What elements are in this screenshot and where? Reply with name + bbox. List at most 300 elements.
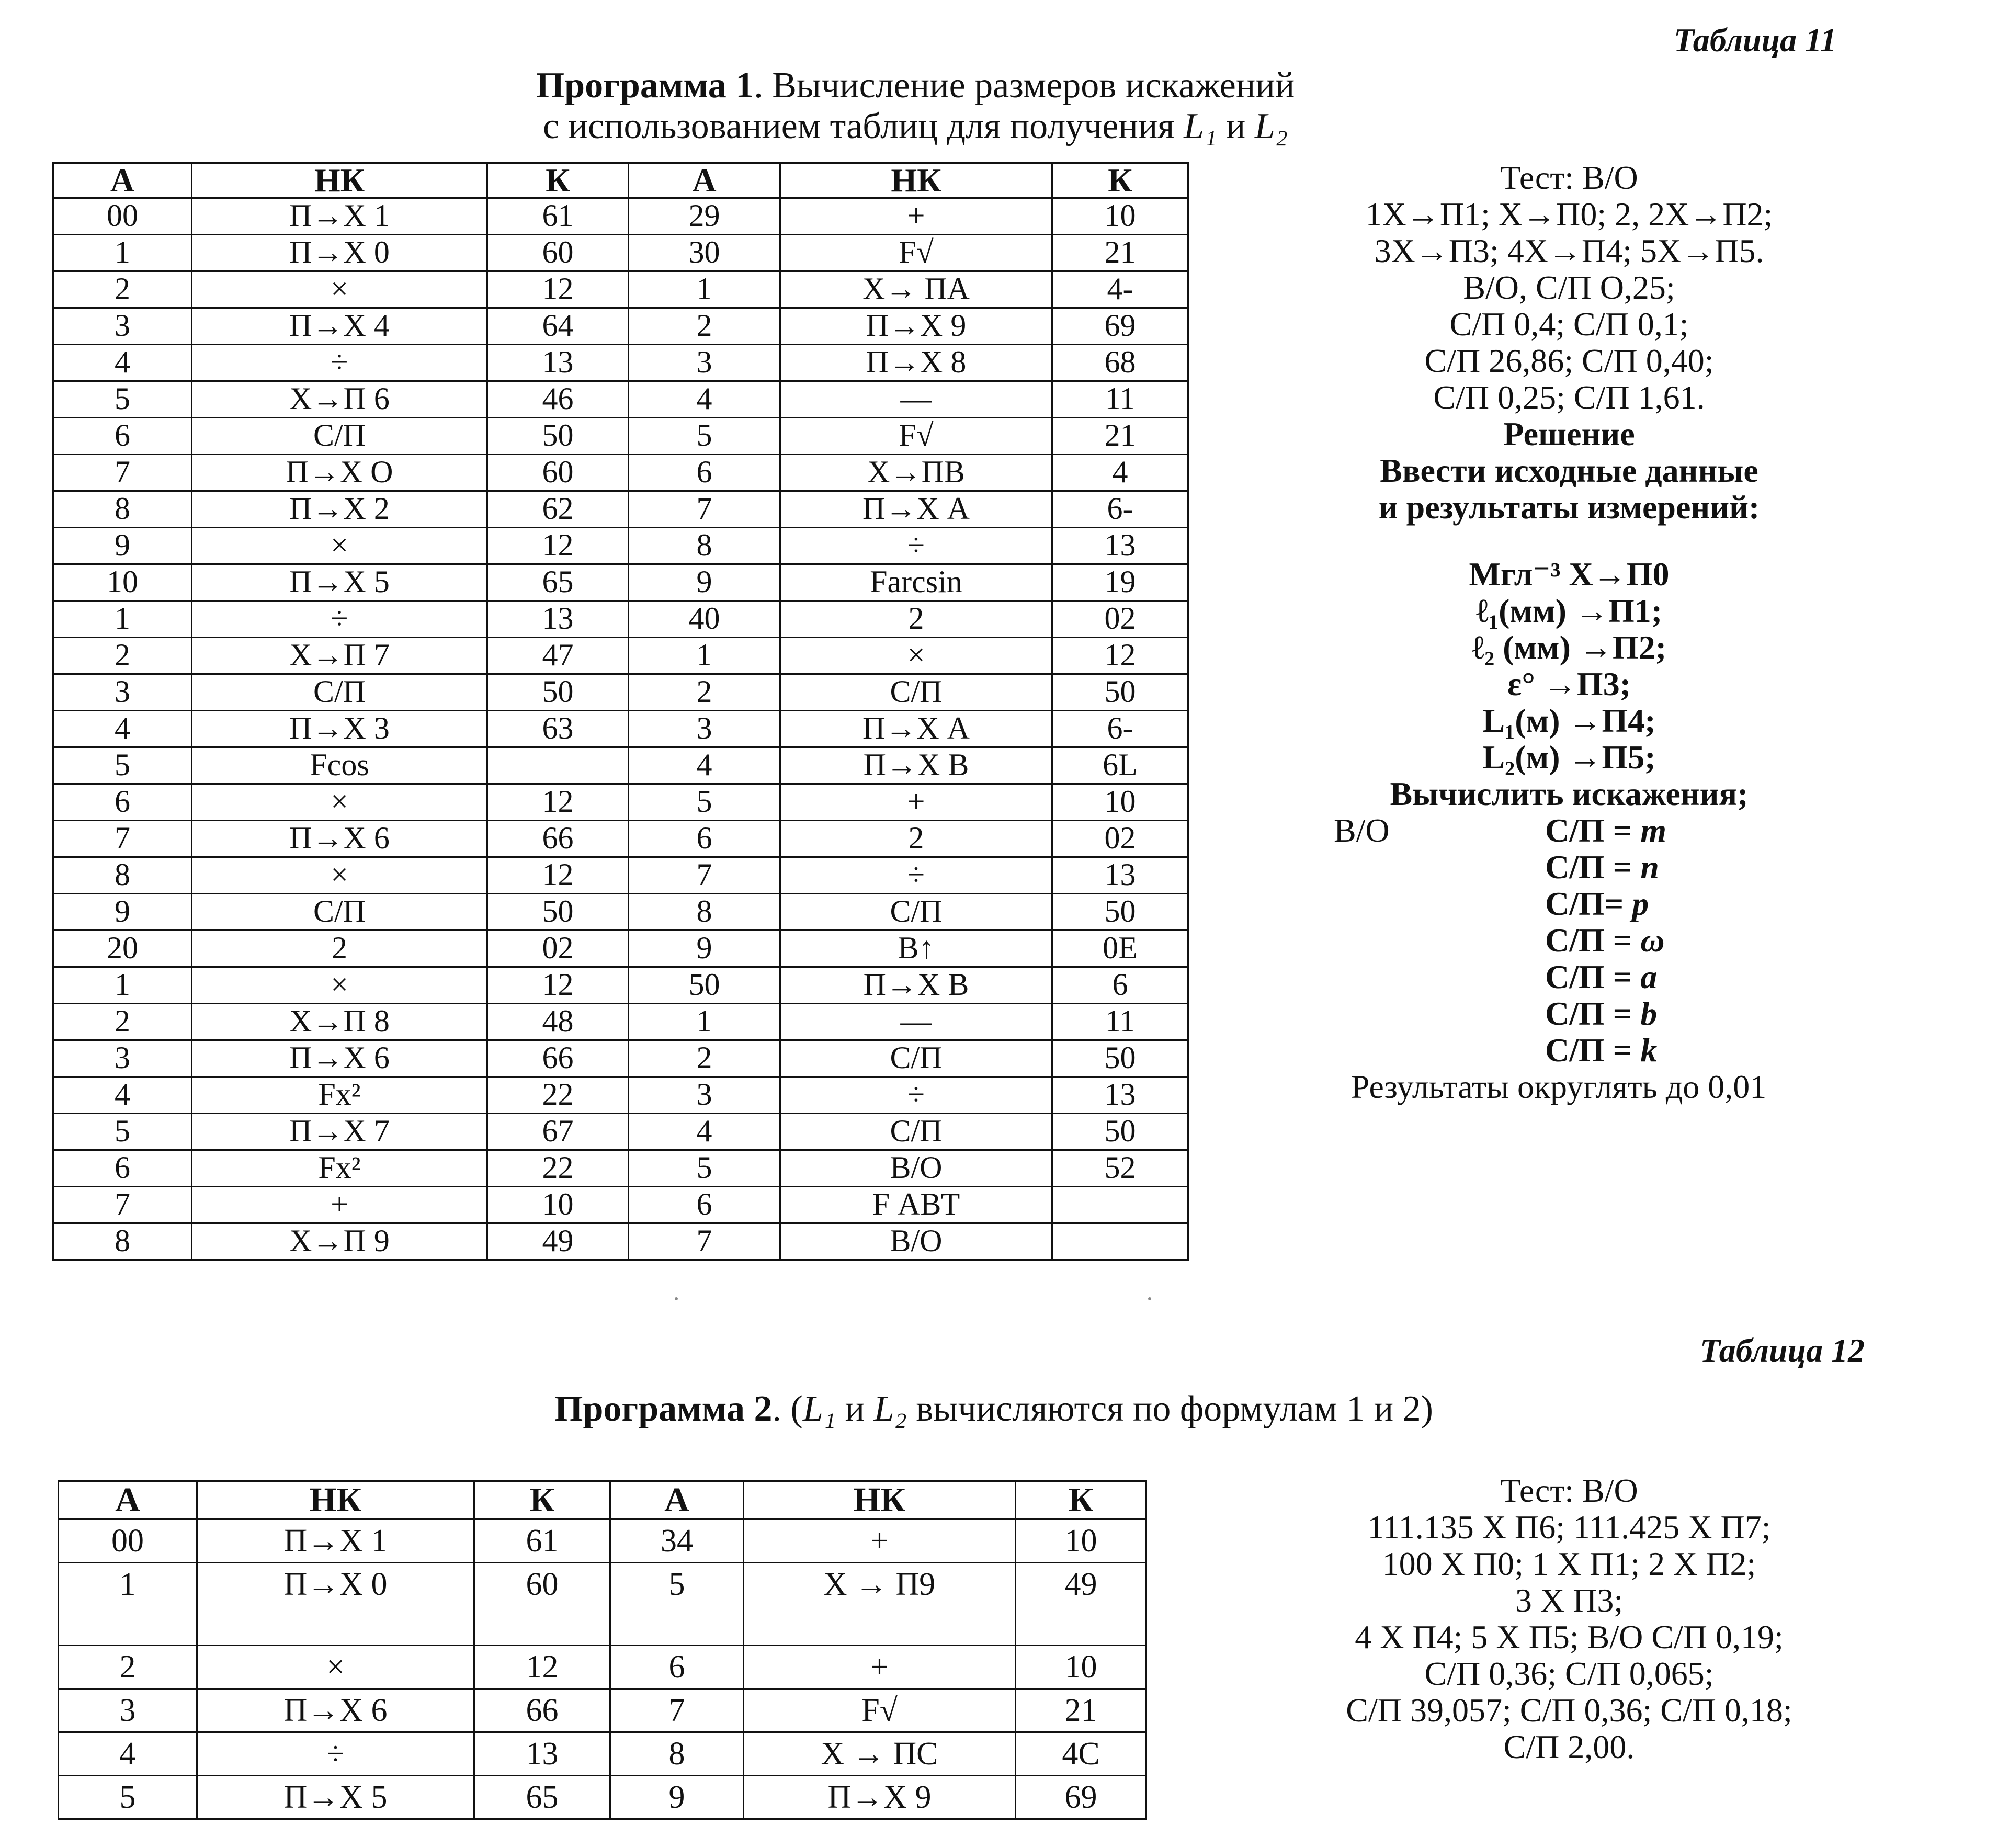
table-cell: П→Х 9: [780, 308, 1052, 345]
table-cell: —: [780, 381, 1052, 418]
table-cell: 60: [487, 235, 629, 271]
program2-test-panel: [1177, 1472, 1961, 1765]
table-row: [53, 271, 1188, 308]
table-cell: 29: [629, 198, 780, 235]
table-cell: Х→П 6: [192, 381, 487, 418]
table-cell: С/П: [192, 894, 487, 931]
table-cell: 12: [487, 528, 629, 564]
test-line: Тест: В/О: [1500, 1472, 1638, 1509]
table-cell: 9: [53, 894, 192, 931]
table11-caption: Таблица 11: [1674, 21, 1837, 59]
table-row: [53, 528, 1188, 564]
table-cell: П→Х А: [780, 491, 1052, 528]
table-cell: 5: [53, 381, 192, 418]
table-cell: Farcsin: [780, 564, 1052, 601]
table-cell: 2: [59, 1646, 197, 1689]
table-cell: 00: [53, 198, 192, 235]
table-cell: 8: [53, 491, 192, 528]
table-cell: 21: [1052, 418, 1188, 455]
table-cell: 4: [629, 747, 780, 784]
table-cell: 2: [629, 308, 780, 345]
step-command: С/П =: [1545, 1031, 1641, 1069]
table-cell: ×: [192, 857, 487, 894]
table-cell: 4: [1052, 455, 1188, 491]
table-cell: +: [780, 198, 1052, 235]
table-cell: 50: [1052, 674, 1188, 711]
table-cell: 13: [474, 1732, 610, 1776]
table-cell: 52: [1052, 1150, 1188, 1187]
table-cell: 3: [53, 1040, 192, 1077]
table-cell: 21: [1052, 235, 1188, 271]
table-cell: П→Х 6: [197, 1689, 474, 1732]
table-cell: П→Х О: [192, 455, 487, 491]
table-cell: 3: [59, 1689, 197, 1732]
program2-l1: L₁: [802, 1389, 836, 1429]
table-cell: ×: [192, 967, 487, 1004]
rounding-note: Результаты округлять до 0,01: [1350, 1068, 1767, 1105]
table-cell: 10: [1016, 1646, 1147, 1689]
table-cell: 10: [1016, 1520, 1147, 1563]
table-cell: 2: [53, 271, 192, 308]
table-row: [53, 711, 1188, 747]
table-cell: 4: [53, 345, 192, 381]
table-cell: С/П: [780, 1040, 1052, 1077]
table-cell: В/О: [780, 1223, 1052, 1260]
table-cell: 7: [53, 455, 192, 491]
table-cell: 3: [53, 674, 192, 711]
program1-test-panel: [1203, 160, 1935, 1105]
step-variable: n: [1640, 848, 1659, 886]
table-row: [53, 747, 1188, 784]
table-cell: Fx²: [192, 1150, 487, 1187]
table-row: [53, 894, 1188, 931]
test-line: 3 Х П3;: [1515, 1582, 1624, 1619]
table-cell: 9: [610, 1776, 744, 1819]
table-cell: 66: [474, 1689, 610, 1732]
table-cell: 6: [53, 1150, 192, 1187]
table-cell: 6: [53, 418, 192, 455]
table-cell: П→Х 9: [744, 1776, 1016, 1819]
table-cell: 8: [629, 894, 780, 931]
table-cell: Х → П9: [744, 1563, 1016, 1646]
compute-start: В/О: [1334, 812, 1390, 849]
table-cell: 6: [629, 821, 780, 857]
table-cell: 4-: [1052, 271, 1188, 308]
table-cell: ÷: [192, 345, 487, 381]
program1-l2: L₂: [1254, 106, 1288, 146]
table-cell: 1: [629, 271, 780, 308]
table-cell: 50: [1052, 894, 1188, 931]
column-header: К: [1052, 163, 1188, 198]
column-header: А: [59, 1481, 197, 1520]
step-command: С/П =: [1545, 958, 1641, 995]
table-cell: П→Х В: [780, 747, 1052, 784]
table-cell: П→Х 2: [192, 491, 487, 528]
table-cell: 5: [53, 747, 192, 784]
table-row: [53, 308, 1188, 345]
table-row: [53, 381, 1188, 418]
table-cell: ×: [192, 784, 487, 821]
table-header-row: [53, 163, 1188, 198]
table-cell: 2: [53, 1004, 192, 1040]
table-cell: 10: [53, 564, 192, 601]
table-cell: П→Х 1: [192, 198, 487, 235]
column-header: А: [610, 1481, 744, 1520]
table-cell: 13: [1052, 857, 1188, 894]
table-cell: 1: [53, 601, 192, 638]
step-variable: m: [1640, 812, 1667, 849]
table-row: [53, 967, 1188, 1004]
column-header: НК: [192, 163, 487, 198]
column-header: НК: [744, 1481, 1016, 1520]
table-cell: +: [780, 784, 1052, 821]
step-command: С/П =: [1545, 995, 1641, 1032]
table-cell: 3: [629, 1077, 780, 1114]
solution-intro-line: и результаты измерений:: [1378, 489, 1760, 526]
compute-step: [1545, 922, 1666, 959]
table-cell: 40: [629, 601, 780, 638]
table-cell: 21: [1016, 1689, 1147, 1732]
table-cell: 2: [780, 601, 1052, 638]
solution-heading: Решение: [1503, 415, 1635, 452]
step-variable: ω: [1640, 922, 1665, 959]
table-cell: 11: [1052, 1004, 1188, 1040]
table-cell: 19: [1052, 564, 1188, 601]
table-cell: ×: [192, 528, 487, 564]
compute-step: [1545, 1032, 1666, 1069]
table-cell: 13: [487, 345, 629, 381]
table-cell: F√: [780, 235, 1052, 271]
input-step: Мгл⁻³ Х→П0: [1469, 555, 1670, 593]
table-cell: [1052, 1187, 1188, 1223]
table-cell: 63: [487, 711, 629, 747]
program1-and: и: [1217, 106, 1255, 146]
table-cell: 69: [1052, 308, 1188, 345]
table-cell: П→Х В: [780, 967, 1052, 1004]
test-line: С/П 39,057; С/П 0,36; С/П 0,18;: [1346, 1692, 1792, 1729]
test-line: 100 Х П0; 1 Х П1; 2 Х П2;: [1382, 1545, 1756, 1582]
table-cell: 02: [1052, 821, 1188, 857]
table-cell: 47: [487, 638, 629, 674]
table-cell: 10: [1052, 784, 1188, 821]
table-cell: —: [780, 1004, 1052, 1040]
table-row: [53, 455, 1188, 491]
table-cell: ÷: [780, 857, 1052, 894]
table-cell: 9: [629, 931, 780, 967]
table-row: [53, 1040, 1188, 1077]
table-cell: 5: [629, 1150, 780, 1187]
column-header: К: [1016, 1481, 1147, 1520]
table-cell: Х→П 9: [192, 1223, 487, 1260]
table-cell: 7: [53, 1187, 192, 1223]
table-cell: F√: [780, 418, 1052, 455]
table-cell: 4: [629, 1114, 780, 1150]
table-cell: 2: [629, 674, 780, 711]
test-line: С/П 0,25; С/П 1,61.: [1433, 379, 1705, 416]
table-row: [53, 198, 1188, 235]
table-row: [53, 674, 1188, 711]
table-cell: ÷: [192, 601, 487, 638]
table-cell: 8: [610, 1732, 744, 1776]
table-row: [53, 1004, 1188, 1040]
step-command: С/П=: [1545, 885, 1632, 922]
table-cell: 50: [487, 418, 629, 455]
table-cell: 1: [53, 235, 192, 271]
table-cell: 50: [1052, 1040, 1188, 1077]
table-cell: Х→ ПА: [780, 271, 1052, 308]
table-row: [59, 1732, 1147, 1776]
program1-l1: L₁: [1184, 106, 1217, 146]
table-cell: 5: [629, 418, 780, 455]
table-cell: 66: [487, 1040, 629, 1077]
table-cell: 7: [610, 1689, 744, 1732]
table-cell: 02: [487, 931, 629, 967]
program2-l2: L₂: [873, 1389, 907, 1429]
table-cell: ÷: [780, 528, 1052, 564]
table-cell: 2: [53, 638, 192, 674]
table-row: [53, 601, 1188, 638]
table-cell: 4: [53, 1077, 192, 1114]
table-row: [53, 857, 1188, 894]
table-row: [53, 1077, 1188, 1114]
table-cell: П→Х 4: [192, 308, 487, 345]
table-cell: П→Х 7: [192, 1114, 487, 1150]
table-cell: 7: [629, 491, 780, 528]
table-cell: 12: [474, 1646, 610, 1689]
table-cell: 12: [487, 271, 629, 308]
table-cell: 12: [487, 857, 629, 894]
table-cell: 22: [487, 1150, 629, 1187]
table-cell: С/П: [192, 418, 487, 455]
compute-step: [1545, 886, 1666, 922]
column-header: НК: [197, 1481, 474, 1520]
table-cell: С/П: [780, 894, 1052, 931]
table-cell: 67: [487, 1114, 629, 1150]
table-cell: 8: [629, 528, 780, 564]
table-cell: 9: [53, 528, 192, 564]
table-cell: 1: [629, 1004, 780, 1040]
program1-title-line2: с использованием таблиц для получения: [542, 106, 1184, 146]
test-line: Тест: В/О: [1500, 159, 1638, 196]
test-line: В/О, С/П О,25;: [1463, 269, 1675, 306]
test-line: С/П 2,00.: [1503, 1728, 1635, 1765]
table-row: [53, 235, 1188, 271]
table-cell: 30: [629, 235, 780, 271]
table-cell: 6-: [1052, 711, 1188, 747]
table-row: [59, 1689, 1147, 1732]
input-step: ε° →П3;: [1507, 665, 1631, 702]
table-cell: П→Х 5: [192, 564, 487, 601]
table-cell: 1: [629, 638, 780, 674]
table-cell: 3: [629, 345, 780, 381]
table-row: [59, 1520, 1147, 1563]
table-cell: 2: [192, 931, 487, 967]
table-cell: ×: [192, 271, 487, 308]
table-cell: 60: [474, 1563, 610, 1646]
table-cell: 20: [53, 931, 192, 967]
table-cell: 10: [1052, 198, 1188, 235]
table-cell: Х→ПВ: [780, 455, 1052, 491]
table-cell: 4: [59, 1732, 197, 1776]
input-step: ℓ₂ (мм) →П2;: [1471, 629, 1667, 666]
table-row: [59, 1646, 1147, 1689]
program2-label: Программа 2: [554, 1389, 773, 1429]
table-row: [53, 491, 1188, 528]
table-cell: 34: [610, 1520, 744, 1563]
table-row: [53, 345, 1188, 381]
table-cell: 50: [487, 894, 629, 931]
table-cell: 5: [629, 784, 780, 821]
table-cell: +: [744, 1646, 1016, 1689]
table-cell: П→Х 5: [197, 1776, 474, 1819]
table-cell: 11: [1052, 381, 1188, 418]
table-cell: 22: [487, 1077, 629, 1114]
step-variable: k: [1640, 1031, 1658, 1069]
table-cell: 49: [487, 1223, 629, 1260]
table-cell: 46: [487, 381, 629, 418]
table-cell: С/П: [192, 674, 487, 711]
program1-title: [314, 65, 1517, 147]
table-cell: 50: [1052, 1114, 1188, 1150]
table-cell: 7: [629, 857, 780, 894]
table-cell: 13: [1052, 528, 1188, 564]
column-header: А: [53, 163, 192, 198]
table-cell: С/П: [780, 1114, 1052, 1150]
table-cell: ÷: [197, 1732, 474, 1776]
table-cell: 62: [487, 491, 629, 528]
table-cell: +: [192, 1187, 487, 1223]
table-cell: 6: [629, 455, 780, 491]
compute-step: [1545, 849, 1666, 886]
table-cell: F АВТ: [780, 1187, 1052, 1223]
input-step: ℓ₁(мм) →П1;: [1475, 592, 1663, 629]
table12-caption: Таблица 12: [1700, 1332, 1865, 1369]
table-row: [59, 1776, 1147, 1819]
table-cell: В↑: [780, 931, 1052, 967]
table-cell: 61: [474, 1520, 610, 1563]
table-cell: Fcos: [192, 747, 487, 784]
input-step: L₁(м) →П4;: [1482, 702, 1656, 739]
table-cell: 6L: [1052, 747, 1188, 784]
table-cell: 65: [487, 564, 629, 601]
table-cell: П→Х 1: [197, 1520, 474, 1563]
table-cell: [487, 747, 629, 784]
table-cell: 0Е: [1052, 931, 1188, 967]
compute-step: [1545, 995, 1666, 1032]
program2-table: [58, 1480, 1147, 1820]
table-row: [53, 821, 1188, 857]
test-line: 1Х→П1; Х→П0; 2, 2Х→П2;: [1365, 196, 1773, 233]
table-cell: 2: [629, 1040, 780, 1077]
table-cell: 6: [629, 1187, 780, 1223]
test-line: С/П 26,86; С/П 0,40;: [1424, 342, 1714, 379]
table-cell: ×: [197, 1646, 474, 1689]
table-cell: 4: [629, 381, 780, 418]
table-cell: 8: [53, 857, 192, 894]
column-header: К: [487, 163, 629, 198]
table-row: [53, 931, 1188, 967]
table-cell: 1: [53, 967, 192, 1004]
table-cell: 5: [59, 1776, 197, 1819]
table-row: [53, 564, 1188, 601]
table-cell: 6: [610, 1646, 744, 1689]
table-cell: F√: [744, 1689, 1016, 1732]
table-cell: 64: [487, 308, 629, 345]
test-line: 3Х→П3; 4Х→П4; 5Х→П5.: [1374, 232, 1764, 269]
table-cell: 3: [629, 711, 780, 747]
table-row: [53, 1150, 1188, 1187]
table-cell: 50: [629, 967, 780, 1004]
table-cell: Х→П 8: [192, 1004, 487, 1040]
table-row: [53, 784, 1188, 821]
table-row: [53, 1187, 1188, 1223]
table-row: [53, 1114, 1188, 1150]
compute-step: [1545, 959, 1666, 995]
table-row: [53, 418, 1188, 455]
column-header: К: [474, 1481, 610, 1520]
input-step: L₂(м) →П5;: [1482, 739, 1656, 776]
test-line: 4 Х П4; 5 Х П5; В/О С/П 0,19;: [1355, 1618, 1784, 1656]
step-command: С/П =: [1545, 848, 1641, 886]
test-line: С/П 0,4; С/П 0,1;: [1449, 305, 1689, 343]
table-cell: 12: [487, 967, 629, 1004]
table-cell: 3: [53, 308, 192, 345]
table-cell: 69: [1016, 1776, 1147, 1819]
table-cell: 12: [487, 784, 629, 821]
table-cell: 49: [1016, 1563, 1147, 1646]
table-cell: 60: [487, 455, 629, 491]
table-cell: 00: [59, 1520, 197, 1563]
table-cell: 12: [1052, 638, 1188, 674]
table-cell: П→Х А: [780, 711, 1052, 747]
table-cell: 2: [780, 821, 1052, 857]
table-cell: В/О: [780, 1150, 1052, 1187]
table-row: [59, 1563, 1147, 1646]
table-cell: 50: [487, 674, 629, 711]
table-cell: 61: [487, 198, 629, 235]
table-header-row: [59, 1481, 1147, 1520]
program2-and: и: [836, 1389, 874, 1429]
table-cell: 48: [487, 1004, 629, 1040]
table-cell: П→Х 6: [192, 821, 487, 857]
program1-title-text: . Вычисление размеров искажений: [754, 65, 1295, 106]
table-cell: 5: [610, 1563, 744, 1646]
table-cell: 1: [59, 1563, 197, 1646]
table-cell: 5: [53, 1114, 192, 1150]
table-cell: 6: [53, 784, 192, 821]
table-cell: П→Х 6: [192, 1040, 487, 1077]
table-cell: 68: [1052, 345, 1188, 381]
table-cell: ÷: [780, 1077, 1052, 1114]
table-cell: Х→П 7: [192, 638, 487, 674]
table-cell: 8: [53, 1223, 192, 1260]
table-cell: 4С: [1016, 1732, 1147, 1776]
table-cell: ×: [780, 638, 1052, 674]
table-cell: 4: [53, 711, 192, 747]
table-cell: П→Х 0: [197, 1563, 474, 1646]
table-cell: +: [744, 1520, 1016, 1563]
table-cell: П→Х 3: [192, 711, 487, 747]
table-cell: 13: [487, 601, 629, 638]
compute-label: Вычислить искажения;: [1390, 775, 1749, 812]
test-line: 111.135 Х П6; 111.425 Х П7;: [1367, 1509, 1771, 1546]
step-command: С/П =: [1545, 922, 1641, 959]
table-cell: 65: [474, 1776, 610, 1819]
step-variable: p: [1632, 885, 1649, 922]
table-row: [53, 638, 1188, 674]
column-header: А: [629, 163, 780, 198]
program2-title-open: . (: [772, 1389, 803, 1429]
